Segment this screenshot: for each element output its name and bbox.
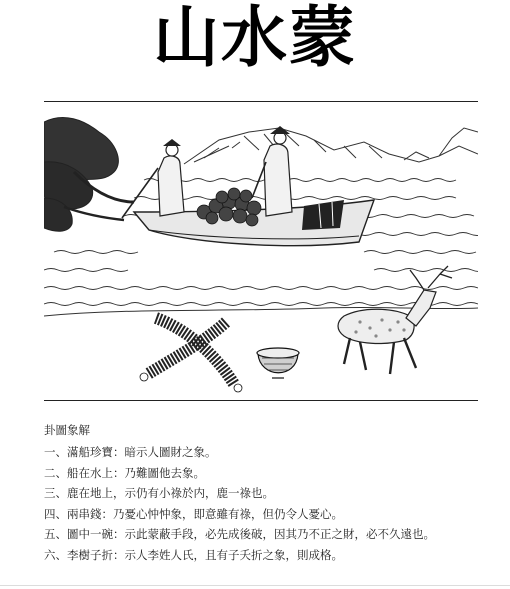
explanation-line-1: 一、滿船珍寶：暗示人圖財之象。 <box>44 445 217 459</box>
explanation-line-3: 三、鹿在地上，示仍有小祿於内，鹿一祿也。 <box>44 486 274 500</box>
bottom-divider <box>0 585 510 586</box>
tree <box>44 117 134 231</box>
mountains <box>184 128 478 164</box>
explanation-heading: 卦圖象解 <box>44 423 90 437</box>
explanation-line-2: 二、船在水上：乃難圖他去象。 <box>44 465 205 480</box>
hexagram-explanation <box>44 422 484 565</box>
hexagram-title: 山水蒙 <box>153 0 357 76</box>
hexagram-illustration <box>44 101 478 401</box>
explanation-line-5: 五、圖中一碗：示此蒙蔽手段，必先成後破，因其乃不正之財，必不久遠也。 <box>44 527 435 541</box>
coin-strings <box>140 318 242 392</box>
explanation-line-4: 四、兩串錢：乃憂心忡忡象，即意雖有祿，但仍令人憂心。 <box>44 506 343 521</box>
bowl <box>257 348 299 378</box>
deer <box>338 266 452 374</box>
explanation-line-6: 六、李樹子折：示人李姓人氏，且有子夭折之象，則成格。 <box>44 547 343 562</box>
boat <box>122 126 374 246</box>
